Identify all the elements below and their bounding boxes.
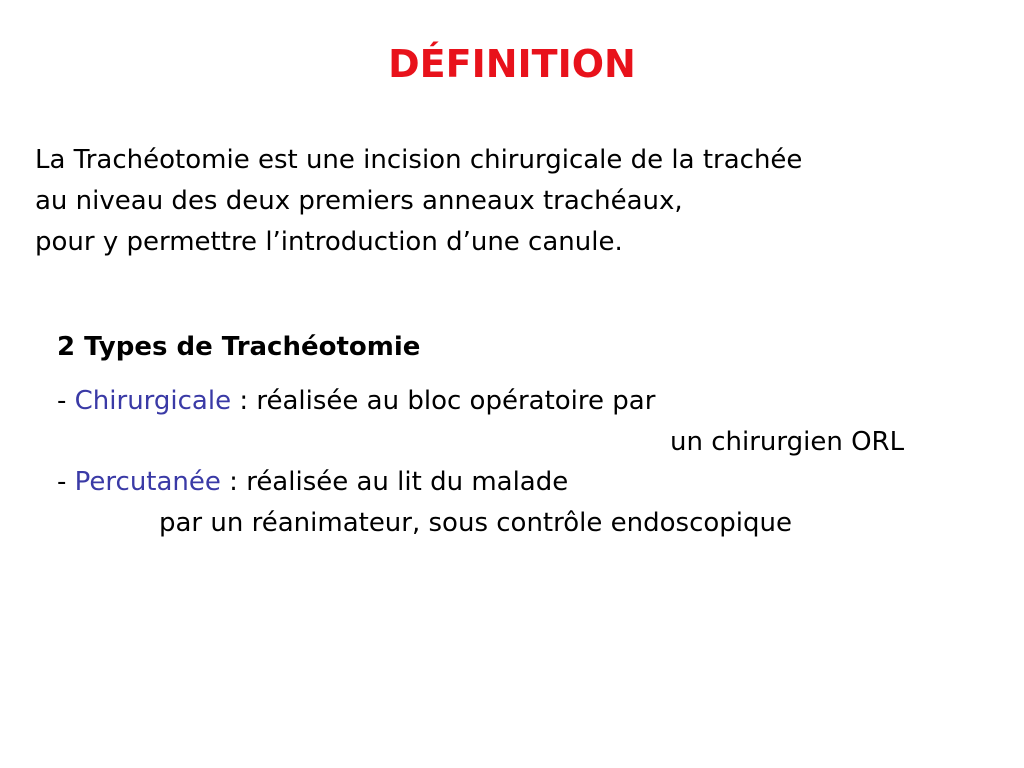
definition-line-3: pour y permettre l’introduction d’une canule. bbox=[35, 227, 623, 257]
slide-title: DÉFINITION bbox=[388, 42, 636, 86]
type-item-percutanee bbox=[57, 462, 568, 502]
type-continuation-chirurgicale: un chirurgien ORL bbox=[670, 427, 905, 457]
type-item-chirurgicale bbox=[57, 381, 655, 421]
type-description: : réalisée au bloc opératoire par bbox=[231, 386, 656, 416]
list-dash: - bbox=[57, 386, 75, 416]
term-chirurgicale: Chirurgicale bbox=[74, 386, 232, 416]
definition-line-1: La Trachéotomie est une incision chirurgicale de la trachée bbox=[35, 145, 803, 175]
definition-paragraph bbox=[35, 140, 1010, 263]
list-dash: - bbox=[57, 467, 75, 497]
type-continuation-percutanee: par un réanimateur, sous contrôle endoscopique bbox=[159, 508, 792, 538]
term-percutanee: Percutanée bbox=[74, 467, 221, 497]
type-description: : réalisée au lit du malade bbox=[220, 467, 569, 497]
definition-line-2: au niveau des deux premiers anneaux trachéaux, bbox=[35, 186, 683, 216]
types-heading: 2 Types de Trachéotomie bbox=[57, 332, 421, 362]
